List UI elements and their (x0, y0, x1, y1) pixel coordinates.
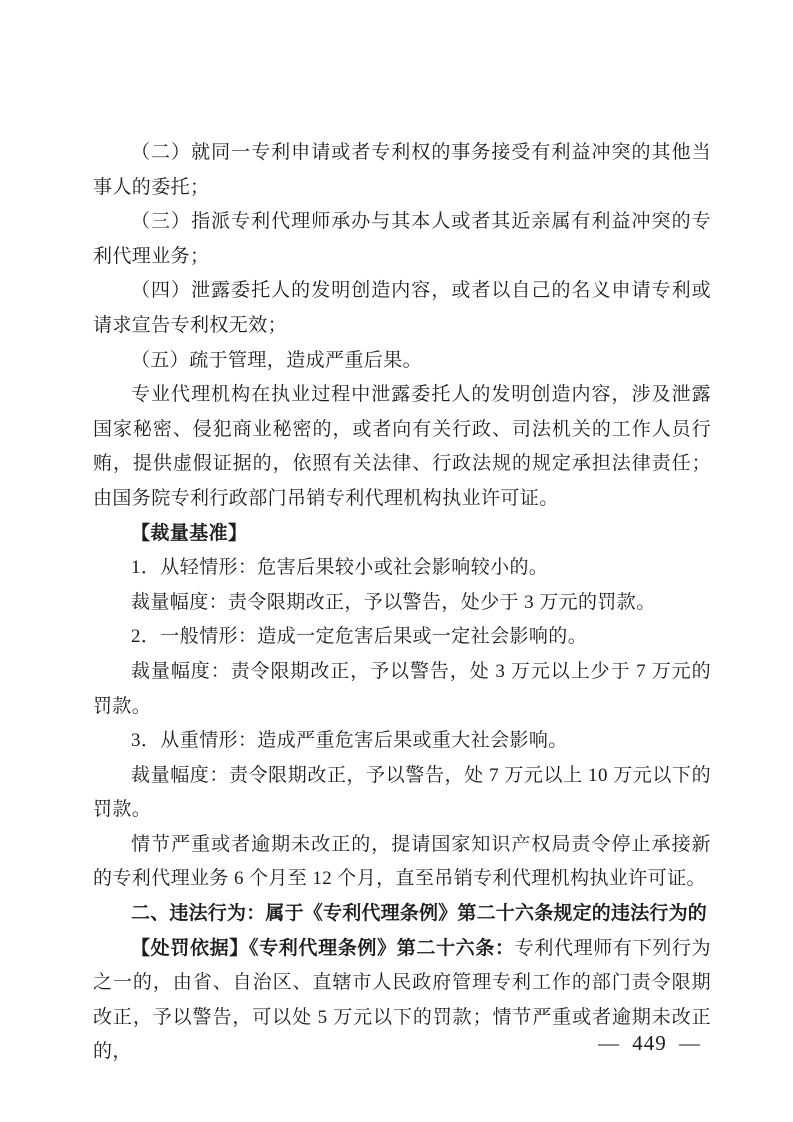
para-clause-4: （四）泄露委托人的发明创造内容，或者以自己的名义申请专利或请求宣告专利权无效； (93, 280, 711, 336)
page-number: — 449 — (598, 1031, 701, 1055)
para-general-case: 2．一般情形：造成一定危害后果或一定社会影响的。 (131, 626, 588, 648)
para-lenient-range: 裁量幅度：责令限期改正，予以警告，处少于 3 万元的罚款。 (131, 591, 656, 613)
para-general-range: 裁量幅度：责令限期改正，予以警告，处 3 万元以上少于 7 万元的罚款。 (93, 660, 711, 717)
punishment-basis-text: 专利代理师有下列行为之一的，由省、自治区、直辖市人民政府管理专利工作的部门责令限期改正，予以警告，可以处 5 万元以下的罚款；情节严重或者逾期未改正的， (93, 937, 711, 1063)
para-agency-liability: 专业代理机构在执业过程中泄露委托人的发明创造内容，涉及泄露国家秘密、侵犯商业秘密的，或者向有关行政、司法机关的工作人员行贿，提供虚假证据的，依照有关法律、行政法规的规定承担法律责任；由国务院专利行政部门吊销专利代理机构执业许可证。 (93, 384, 711, 509)
para-clause-3: （三）指派专利代理师承办与其本人或者其近亲属有利益冲突的专利代理业务； (93, 211, 711, 267)
punishment-basis-label: 【处罚依据】《专利代理条例》第二十六条： (131, 937, 515, 959)
heading-violation-section-2: 二、违法行为：属于《专利代理条例》第二十六条规定的违法行为的 (131, 903, 708, 925)
para-lenient-case: 1．从轻情形：危害后果较小或社会影响较小的。 (131, 557, 549, 579)
para-clause-5: （五）疏于管理，造成严重后果。 (131, 349, 423, 371)
para-severe-range: 裁量幅度：责令限期改正，予以警告，处 7 万元以上 10 万元以下的罚款。 (93, 764, 711, 821)
heading-discretion-basis: 【裁量基准】 (131, 522, 248, 544)
para-clause-2: （二）就同一专利申请或者专利权的事务接受有利益冲突的其他当事人的委托； (93, 142, 711, 198)
para-severe-case: 3．从重情形：造成严重危害后果或重大社会影响。 (131, 730, 568, 752)
document-text-block (93, 136, 711, 1070)
para-serious-consequence: 情节严重或者逾期未改正的，提请国家知识产权局责令停止承接新的专利代理业务 6 个月至 12 个月，直至吊销专利代理机构执业许可证。 (93, 833, 711, 890)
